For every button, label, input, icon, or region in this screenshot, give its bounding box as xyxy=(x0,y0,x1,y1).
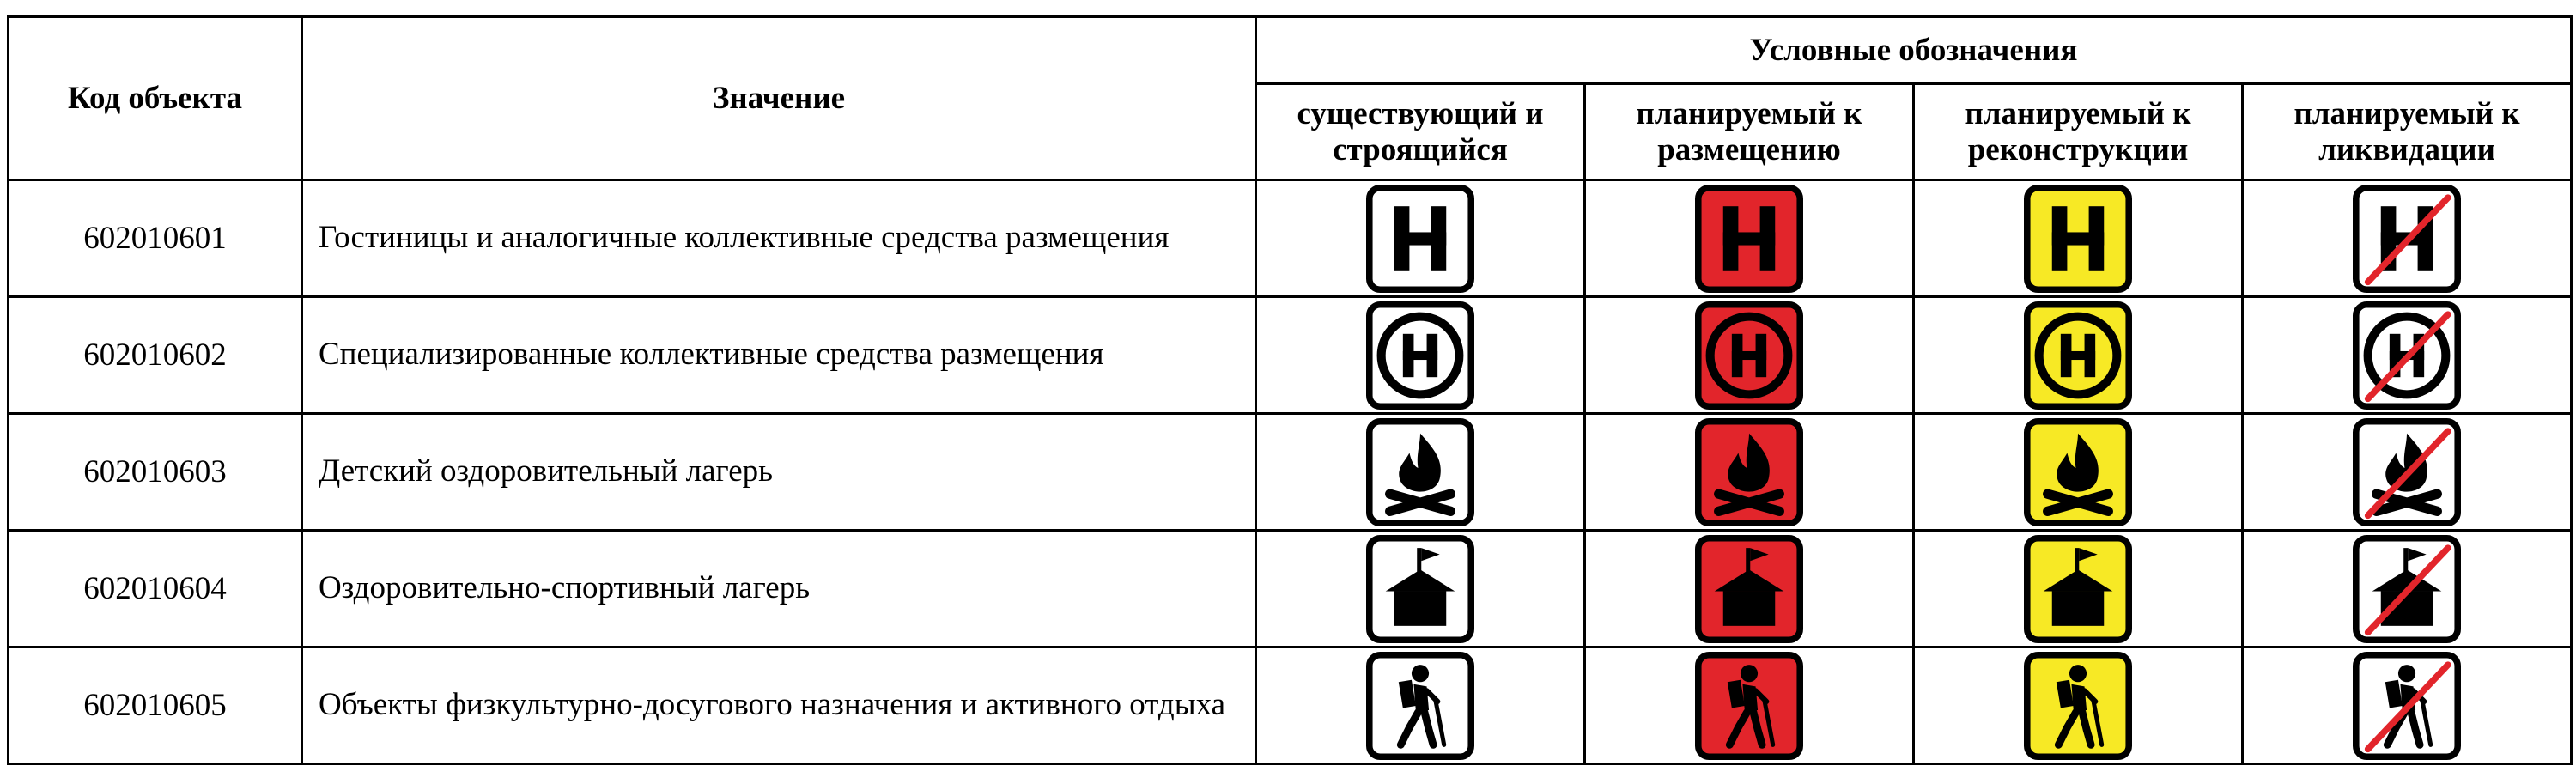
object-code-cell: 602010605 xyxy=(9,647,302,764)
hiker-icon xyxy=(1695,652,1803,760)
hotel-h-icon xyxy=(2024,185,2132,293)
symbol-cell-planned-placement xyxy=(1585,180,1914,297)
symbol-cell-planned-liquidation xyxy=(2243,297,2572,414)
circled-h-icon xyxy=(2024,301,2132,410)
code-column-header: Код объекта xyxy=(9,17,302,180)
object-code-cell: 602010604 xyxy=(9,531,302,647)
symbol-cell-planned-reconstruction xyxy=(1914,414,2243,531)
symbol-cell-planned-placement xyxy=(1585,531,1914,647)
object-meaning-cell: Объекты физкультурно-досугового назначения и активного отдыха xyxy=(302,647,1256,764)
symbol-cell-planned-liquidation xyxy=(2243,414,2572,531)
symbol-cell-existing xyxy=(1256,647,1585,764)
table-row xyxy=(9,531,2572,647)
symbol-cell-existing xyxy=(1256,297,1585,414)
flag-house-icon xyxy=(2353,535,2461,643)
symbol-cell-planned-liquidation xyxy=(2243,531,2572,647)
hotel-h-icon xyxy=(1366,185,1474,293)
symbol-cell-existing xyxy=(1256,531,1585,647)
circled-h-icon xyxy=(2353,301,2461,410)
table-row xyxy=(9,414,2572,531)
symbol-cell-planned-reconstruction xyxy=(1914,531,2243,647)
circled-h-icon xyxy=(1695,301,1803,410)
status-header-planned-liquidation: планируемый к ликвидации xyxy=(2243,84,2572,180)
table-row xyxy=(9,180,2572,297)
legend-rows xyxy=(9,180,2572,764)
object-code-cell: 602010601 xyxy=(9,180,302,297)
object-meaning-cell: Специализированные коллективные средства размещения xyxy=(302,297,1256,414)
object-meaning-cell: Детский оздоровительный лагерь xyxy=(302,414,1256,531)
flag-house-icon xyxy=(1366,535,1474,643)
table-row xyxy=(9,647,2572,764)
symbol-cell-planned-placement xyxy=(1585,414,1914,531)
campfire-icon xyxy=(1366,418,1474,526)
hiker-icon xyxy=(2353,652,2461,760)
meaning-column-header: Значение xyxy=(302,17,1256,180)
symbol-cell-planned-placement xyxy=(1585,297,1914,414)
campfire-icon xyxy=(1695,418,1803,526)
legend-table xyxy=(7,15,2573,765)
status-header-planned-reconstruction: планируемый к реконструкции xyxy=(1914,84,2243,180)
legend-column-header: Условные обозначения xyxy=(1256,17,2572,84)
object-meaning-cell: Гостиницы и аналогичные коллективные средства размещения xyxy=(302,180,1256,297)
symbol-cell-planned-liquidation xyxy=(2243,180,2572,297)
status-header-planned-placement: планируемый к размещению xyxy=(1585,84,1914,180)
symbol-cell-planned-reconstruction xyxy=(1914,647,2243,764)
campfire-icon xyxy=(2353,418,2461,526)
symbol-cell-planned-reconstruction xyxy=(1914,297,2243,414)
hiker-icon xyxy=(1366,652,1474,760)
object-code-cell: 602010603 xyxy=(9,414,302,531)
hotel-h-icon xyxy=(2353,185,2461,293)
table-row xyxy=(9,297,2572,414)
symbol-cell-planned-placement xyxy=(1585,647,1914,764)
symbol-cell-existing xyxy=(1256,180,1585,297)
symbol-cell-planned-reconstruction xyxy=(1914,180,2243,297)
circled-h-icon xyxy=(1366,301,1474,410)
hotel-h-icon xyxy=(1695,185,1803,293)
campfire-icon xyxy=(2024,418,2132,526)
symbol-cell-existing xyxy=(1256,414,1585,531)
flag-house-icon xyxy=(2024,535,2132,643)
status-header-existing: существующий и строящийся xyxy=(1256,84,1585,180)
object-code-cell: 602010602 xyxy=(9,297,302,414)
hiker-icon xyxy=(2024,652,2132,760)
object-meaning-cell: Оздоровительно-спортивный лагерь xyxy=(302,531,1256,647)
flag-house-icon xyxy=(1695,535,1803,643)
symbol-cell-planned-liquidation xyxy=(2243,647,2572,764)
